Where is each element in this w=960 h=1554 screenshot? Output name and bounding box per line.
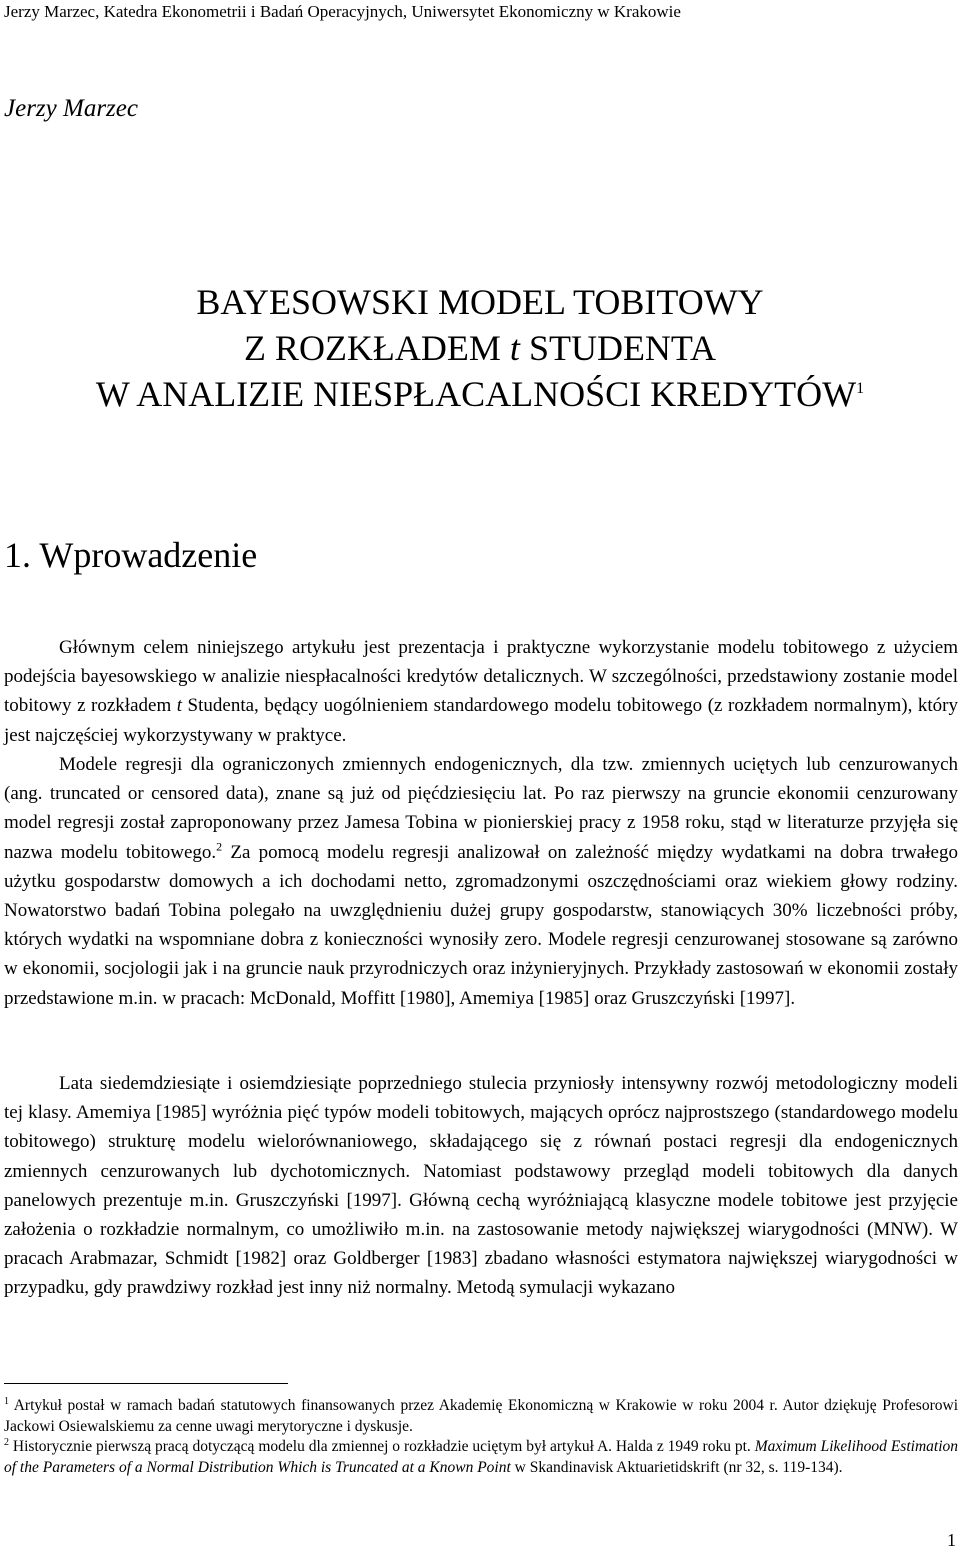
- paragraph-2-part-1: Modele regresji dla ograniczonych zmiennych endogenicznych, dla tzw. zmiennych uciętych lub cenzurowanych (ang. truncated or censored data), znane są już od pięćdziesięciu lat. Po raz pierwszy na gruncie ekonomii cenzurowany model regresji został zaproponowany przez Jamesa Tobina w pionierskiej pracy z 1958 roku, stąd w literaturze przyjęła się nazwa modelu tobitowego.: [4, 754, 958, 863]
- paragraph-2-part-2: Za pomocą modelu regresji analizował on zależność między wydatkami na dobra trwałego użytku gospodarstw domowych a ich dochodami netto, zgromadzonymi oszczędnościami oraz wiekiem głowy rodziny. Nowatorstwo badań Tobina polegało na uwzględnieniu dużej grupy gospodarstw, stanowiących 30% liczebności próby, których wydatki na wspomniane dobra z konieczności wynosiły zero. Modele regresji cenzurowanej stosowane są zarówno w ekonomii, socjologii jak i na gruncie nauk przyrodniczych oraz inżynieryjnych. Przykłady zastosowań w ekonomii zostały przedstawione m.in. w pracach: McDonald, Moffitt [1980], Amemiya [1985] oraz Gruszczyński [1997].: [4, 841, 958, 1009]
- title-line-2-start: Z ROZKŁADEM: [243, 328, 510, 368]
- paragraph-2-footnote-mark: 2: [216, 839, 223, 854]
- title-line-3-text: W ANALIZIE NIESPŁACALNOŚCI KREDYTÓW: [95, 374, 857, 414]
- author-name: Jerzy Marzec: [4, 95, 138, 122]
- title-italic-t: t: [509, 328, 520, 368]
- footnote-2-mark: 2: [4, 1436, 9, 1448]
- footnote-divider: [4, 1383, 288, 1384]
- paragraph-1-italic-t: t: [176, 695, 183, 717]
- page-number: 1: [947, 1530, 956, 1550]
- running-head: Jerzy Marzec, Katedra Ekonometrii i Badań Operacyjnych, Uniwersytet Ekonomiczny w Krakowie: [4, 2, 681, 21]
- title-line-3: [0, 371, 960, 417]
- paragraph-1-part-2: Studenta, będący uogólnieniem standardowego modelu tobitowego (z rozkładem normalnym), który jest najczęściej wykorzystywany w praktyce.: [4, 695, 958, 746]
- section-heading: 1. Wprowadzenie: [4, 535, 258, 575]
- title-line-2: [0, 325, 960, 371]
- title-line-1: BAYESOWSKI MODEL TOBITOWY: [196, 282, 764, 322]
- title-line-2-end: STUDENTA: [519, 328, 717, 368]
- footnote-2-italic-title: Maximum Likelihood Estimation of the Parameters of a Normal Distribution Which is Truncated at a Known Point: [4, 1438, 958, 1476]
- paragraph-3: Lata siedemdziesiąte i osiemdziesiąte poprzedniego stulecia przyniosły intensywny rozwój metodologiczny modeli tej klasy. Amemiya [1985] wyróżnia pięć typów modeli tobitowych, mających oprócz najprostszego (standardowego modelu tobitowego) strukturę modelu wielorównaniowego, składającego się z równań postaci regresji dla endogenicznych zmiennych cenzurowanych lub dychotomicznych. Natomiast podstawowy przegląd modeli tobitowych dla danych panelowych prezentuje m.in. Gruszczyński [1997]. Główną cechą wyróżniającą klasyczne modele tobitowe jest przyjęcie założenia o rozkładzie normalnym, co umożliwiło m.in. na zastosowanie metody największej wiarygodności (MNW). W pracach Arabmazar, Schmidt [1982] oraz Goldberger [1983] zbadano własności estymatora największej wiarygodności w przypadku, gdy prawdziwy rozkład jest inny niż normalny. Metodą symulacji wykazano: [4, 1073, 958, 1299]
- footnote-1: [4, 1396, 958, 1437]
- title-footnote-mark: 1: [856, 380, 865, 397]
- footnote-2: [4, 1437, 958, 1478]
- paragraph-1: [4, 633, 958, 750]
- paragraph-2: [4, 750, 958, 1013]
- footnote-2-text-end: w Skandinavisk Aktuarietidskrift (nr 32, s. 119-134).: [510, 1458, 843, 1476]
- footnote-2-text-start: Historycznie pierwszą pracą dotyczącą modelu dla zmiennej o rozkładzie uciętym był artykuł A. Halda z 1949 roku pt.: [9, 1438, 755, 1455]
- footnote-1-text: Artykuł postał w ramach badań statutowych finansowanych przez Akademię Ekonomiczną w Krakowie w roku 2004 r. Autor dziękuję Profesorowi Jackowi Osiewalskiemu za cenne uwagi merytoryczne i dyskusje.: [4, 1397, 958, 1435]
- footnote-1-mark: 1: [4, 1395, 9, 1407]
- paragraph-1-part-1: Głównym celem niniejszego artykułu jest prezentacja i praktyczne wykorzystanie modelu tobitowego z użyciem podejścia bayesowskiego w analizie niespłacalności kredytów detalicznych. W szczególności, przedstawiony zostanie model tobitowy z rozkładem: [4, 637, 958, 717]
